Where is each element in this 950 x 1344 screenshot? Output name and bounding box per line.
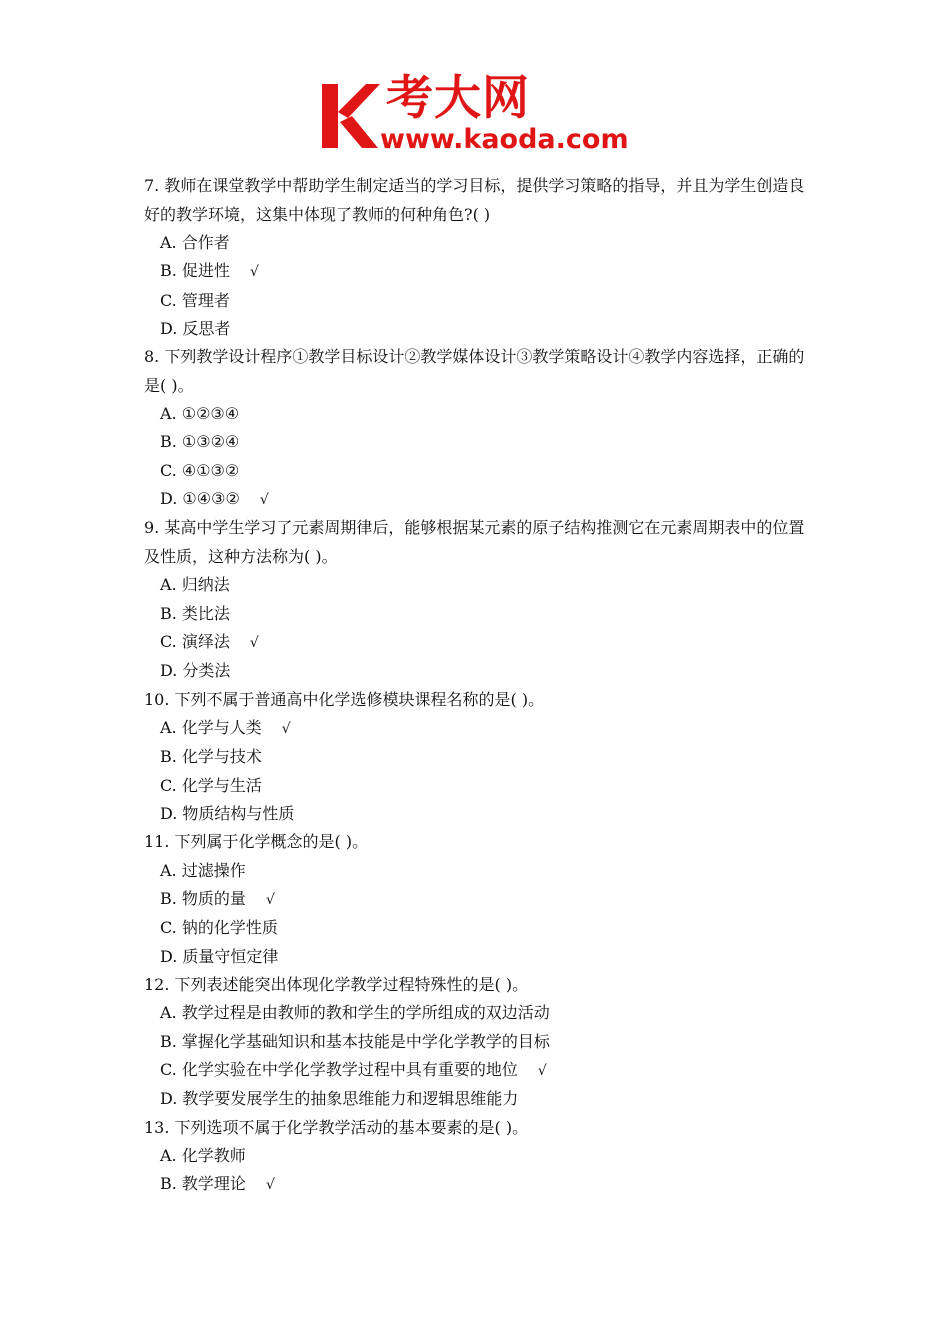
answer-option bbox=[144, 772, 810, 800]
answer-option bbox=[144, 914, 810, 942]
option-text: B. ①③②④ bbox=[160, 432, 240, 452]
correct-check-icon: √ bbox=[259, 492, 269, 509]
answer-option bbox=[144, 1028, 810, 1056]
option-text: B. 化学与技术 bbox=[160, 747, 262, 767]
option-text: A. 合作者 bbox=[160, 233, 230, 252]
answer-option bbox=[144, 1085, 810, 1113]
question-block bbox=[144, 172, 810, 343]
answer-option bbox=[144, 428, 810, 456]
answer-option bbox=[144, 628, 810, 657]
question-block bbox=[144, 1114, 810, 1200]
logo-k-icon bbox=[318, 82, 380, 150]
option-list bbox=[144, 571, 810, 685]
correct-check-icon: √ bbox=[249, 264, 259, 281]
option-list bbox=[144, 1142, 810, 1200]
option-text: C. 钠的化学性质 bbox=[160, 918, 278, 938]
question-stem: 13. 下列选项不属于化学教学活动的基本要素的是( )。 bbox=[144, 1117, 529, 1137]
option-text: B. 物质的量 bbox=[160, 889, 246, 909]
question-stem: 8. 下列教学设计程序①教学目标设计②教学媒体设计③教学策略设计④教学内容选择，正确的是( )。 bbox=[144, 347, 805, 395]
option-text: D. 分类法 bbox=[160, 661, 231, 681]
correct-check-icon: √ bbox=[249, 634, 259, 651]
option-text: A. 化学教师 bbox=[160, 1146, 246, 1166]
question-block bbox=[144, 514, 810, 685]
answer-option bbox=[144, 943, 810, 971]
answer-option bbox=[144, 229, 810, 257]
option-text: B. 促进性 bbox=[160, 261, 230, 281]
option-text: D. 教学要发展学生的抽象思维能力和逻辑思维能力 bbox=[160, 1089, 519, 1109]
option-list bbox=[144, 229, 810, 343]
question-stem: 12. 下列表述能突出体现化学教学过程特殊性的是( )。 bbox=[144, 974, 529, 994]
option-list bbox=[144, 999, 810, 1113]
answer-option bbox=[144, 999, 810, 1027]
option-text: D. ①④③② bbox=[160, 489, 240, 509]
answer-option bbox=[144, 257, 810, 286]
option-list bbox=[144, 400, 810, 514]
option-text: A. 化学与人类 bbox=[160, 718, 262, 738]
answer-option bbox=[144, 287, 810, 315]
option-text: C. 演绎法 bbox=[160, 631, 230, 651]
option-text: C. 化学实验在中学化学教学过程中具有重要的地位 bbox=[160, 1060, 518, 1080]
option-text: C. ④①③② bbox=[160, 460, 240, 480]
correct-check-icon: √ bbox=[537, 1063, 547, 1080]
answer-option bbox=[144, 457, 810, 485]
question-list bbox=[144, 172, 810, 1200]
answer-option bbox=[144, 315, 810, 343]
question-stem: 7. 教师在课堂教学中帮助学生制定适当的学习目标，提供学习策略的指导，并且为学生创造良好的教学环境，这集中体现了教师的何种角色?( ) bbox=[144, 176, 805, 224]
question-block bbox=[144, 971, 810, 1114]
correct-check-icon: √ bbox=[265, 1177, 275, 1194]
option-text: A. 教学过程是由教师的教和学生的学所组成的双边活动 bbox=[160, 1003, 550, 1023]
option-text: C. 化学与生活 bbox=[160, 775, 262, 795]
answer-option bbox=[144, 571, 810, 599]
option-text: A. ①②③④ bbox=[160, 404, 240, 424]
question-block bbox=[144, 343, 810, 514]
question-stem: 9. 某高中学生学习了元素周期律后，能够根据某元素的原子结构推测它在元素周期表中的位置及性质，这种方法称为( )。 bbox=[144, 518, 805, 566]
option-text: D. 反思者 bbox=[160, 318, 231, 338]
option-text: B. 类比法 bbox=[160, 603, 230, 623]
answer-option bbox=[144, 800, 810, 828]
answer-option bbox=[144, 1056, 810, 1085]
option-text: C. 管理者 bbox=[160, 290, 230, 310]
answer-option bbox=[144, 1170, 810, 1199]
answer-option bbox=[144, 600, 810, 628]
question-block bbox=[144, 686, 810, 829]
correct-check-icon: √ bbox=[281, 721, 291, 738]
answer-option bbox=[144, 885, 810, 914]
logo-title: 考大网 bbox=[386, 71, 530, 126]
option-text: A. 过滤操作 bbox=[160, 860, 246, 880]
answer-option bbox=[144, 857, 810, 885]
option-text: B. 教学理论 bbox=[160, 1174, 246, 1194]
answer-option bbox=[144, 400, 810, 428]
option-text: D. 物质结构与性质 bbox=[160, 803, 295, 823]
kaoda-logo bbox=[318, 71, 640, 158]
answer-option bbox=[144, 485, 810, 514]
option-list bbox=[144, 857, 810, 971]
answer-option bbox=[144, 1142, 810, 1170]
option-text: B. 掌握化学基础知识和基本技能是中学化学教学的目标 bbox=[160, 1031, 550, 1051]
correct-check-icon: √ bbox=[265, 892, 275, 909]
question-stem: 11. 下列属于化学概念的是( )。 bbox=[144, 832, 369, 852]
logo-url: www.kaoda.com bbox=[380, 124, 629, 155]
option-text: A. 归纳法 bbox=[160, 575, 230, 595]
question-block bbox=[144, 828, 810, 971]
question-stem: 10. 下列不属于普通高中化学选修模块课程名称的是( )。 bbox=[144, 689, 545, 709]
answer-option bbox=[144, 657, 810, 685]
answer-option bbox=[144, 714, 810, 743]
answer-option bbox=[144, 743, 810, 771]
option-text: D. 质量守恒定律 bbox=[160, 946, 279, 966]
option-list bbox=[144, 714, 810, 828]
